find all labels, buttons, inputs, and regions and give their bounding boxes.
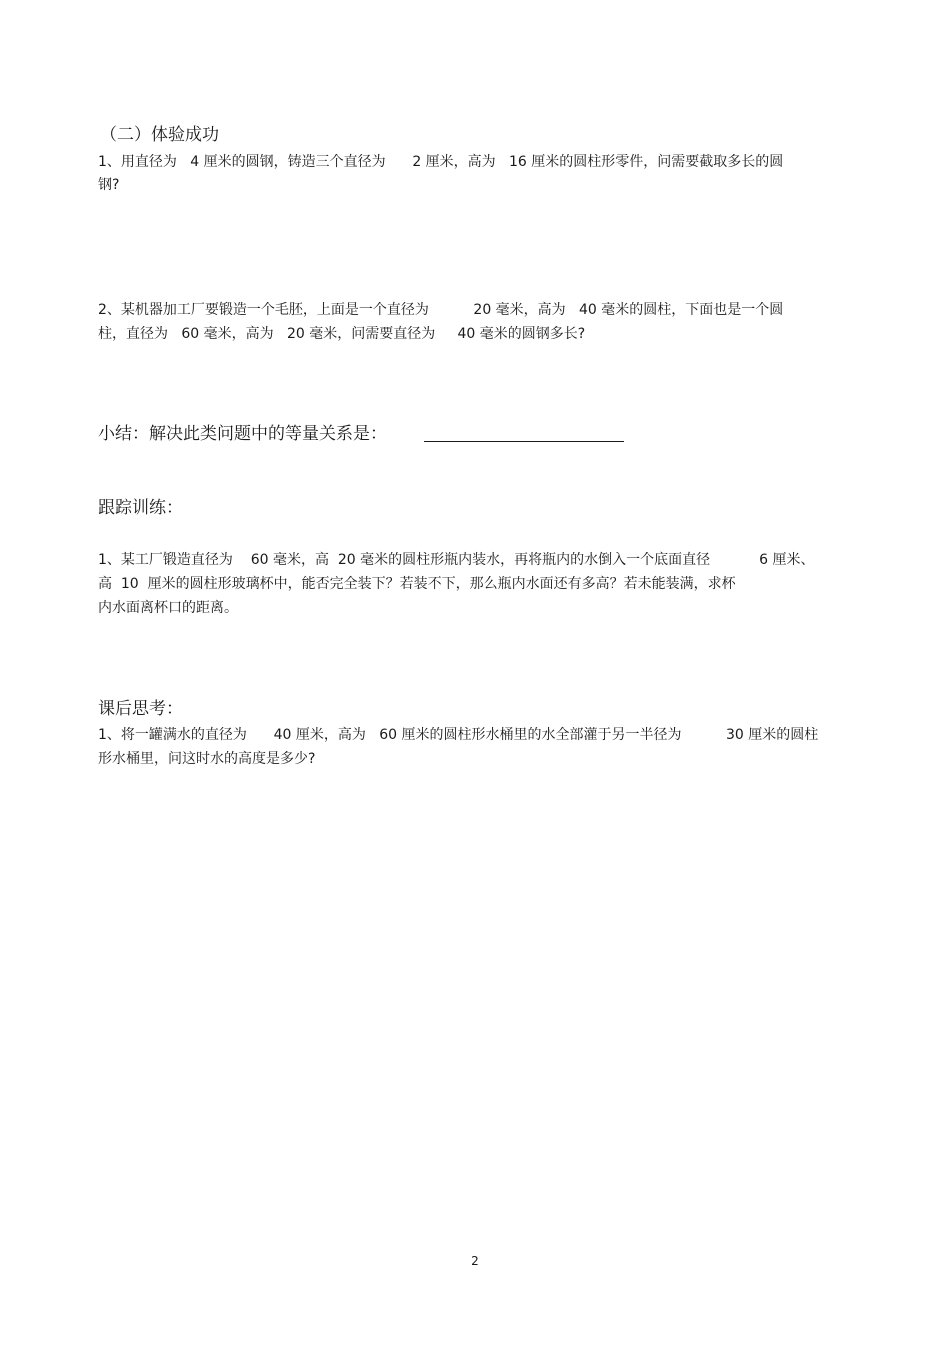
tracking-question-1-line-3: 内水面离杯口的距离。	[98, 600, 238, 616]
page-number: 2	[471, 1254, 479, 1268]
tracking-question-1-line-2: 高 10 厘米的圆柱形玻璃杯中，能否完全装下？若装不下，那么瓶内水面还有多高？若未能装满，求杯	[98, 576, 736, 592]
experience-question-1-line-1: 1、用直径为 4 厘米的圆钢，铸造三个直径为 2 厘米，高为 16 厘米的圆柱形零件，问需要截取多长的圆	[98, 154, 784, 170]
experience-question-1-line-2: 钢?	[98, 177, 120, 193]
experience-question-2-line-2: 柱，直径为 60 毫米，高为 20 毫米，问需要直径为 40 毫米的圆钢多长?	[98, 326, 586, 342]
tracking-title: 跟踪训练：	[98, 498, 183, 518]
section-title-experience: （二）体验成功	[100, 125, 219, 145]
after-class-title: 课后思考：	[98, 699, 183, 719]
summary-answer-blank	[424, 441, 624, 442]
experience-question-2-line-1: 2、某机器加工厂要锻造一个毛胚，上面是一个直径为 20 毫米，高为 40 毫米的圆柱，下面也是一个圆	[98, 302, 784, 318]
after-class-question-1-line-2: 形水桶里，问这时水的高度是多少?	[98, 751, 316, 767]
tracking-question-1-line-1: 1、某工厂锻造直径为 60 毫米，高 20 毫米的圆柱形瓶内装水，再将瓶内的水倒入一个底面直径 6 厘米、	[98, 552, 815, 568]
summary-label: 小结：解决此类问题中的等量关系是：	[98, 424, 387, 444]
after-class-question-1-line-1: 1、将一罐满水的直径为 40 厘米，高为 60 厘米的圆柱形水桶里的水全部灌于另一半径为 30 厘米的圆柱	[98, 727, 819, 743]
